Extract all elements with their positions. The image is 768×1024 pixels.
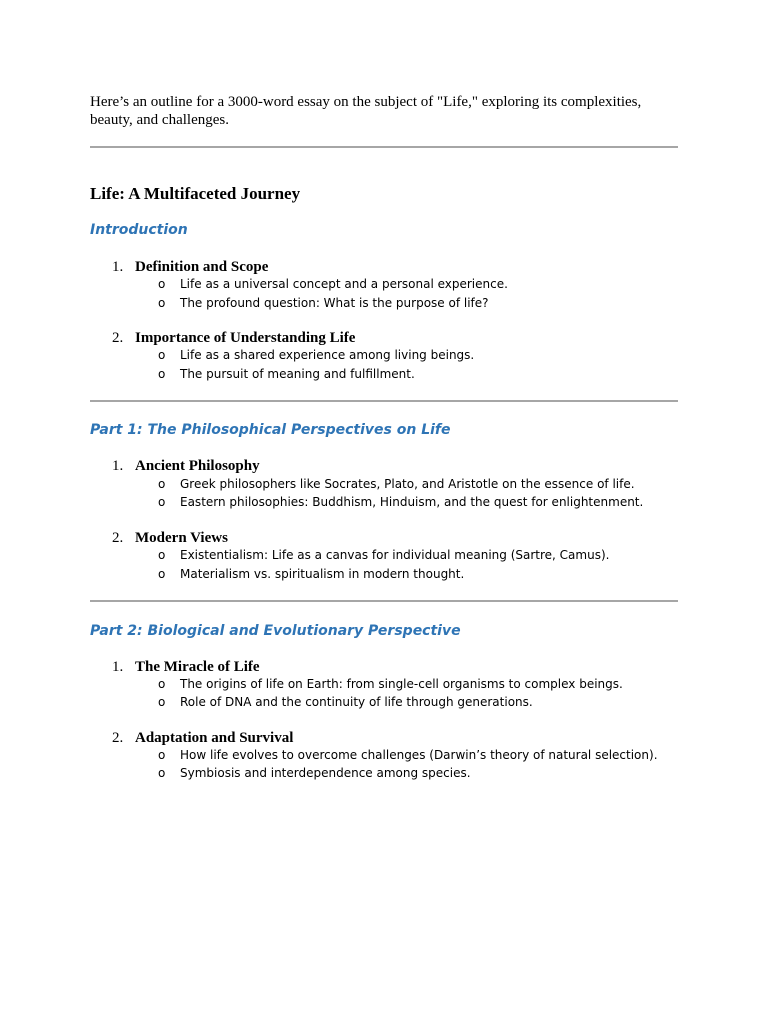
list-item-number: 1. xyxy=(112,458,124,474)
list-sub-item: Life as a universal concept and a personal experience. xyxy=(180,277,508,291)
list-sub-item: Role of DNA and the continuity of life through generations. xyxy=(180,695,533,709)
list-sub-item: The origins of life on Earth: from single-cell organisms to complex beings. xyxy=(180,677,623,691)
section-heading-introduction: Introduction xyxy=(90,222,188,238)
list-sub-item: Greek philosophers like Socrates, Plato, and Aristotle on the essence of life. xyxy=(180,477,635,491)
bullet-icon: o xyxy=(158,695,166,709)
document-title: Life: A Multifaceted Journey xyxy=(90,184,301,203)
bullet-icon: o xyxy=(158,567,166,581)
list-item-number: 2. xyxy=(112,730,124,746)
list-sub-item: The profound question: What is the purpose of life? xyxy=(180,296,489,310)
list-sub-item: Eastern philosophies: Buddhism, Hinduism, and the quest for enlightenment. xyxy=(180,495,644,509)
intro-paragraph: Here’s an outline for a 3000-word essay on the subject of "Life," exploring its complexities, beauty, and challenges. xyxy=(90,94,642,128)
list-sub-item: Existentialism: Life as a canvas for individual meaning (Sartre, Camus). xyxy=(180,548,610,562)
horizontal-rule xyxy=(90,146,678,148)
bullet-icon: o xyxy=(158,367,166,381)
list-sub-item: Symbiosis and interdependence among species. xyxy=(180,766,471,780)
section-heading-part-1: Part 1: The Philosophical Perspectives on Life xyxy=(90,422,451,438)
list-item-title: Definition and Scope xyxy=(135,259,269,275)
bullet-icon: o xyxy=(158,296,166,310)
list-item-title: Importance of Understanding Life xyxy=(135,330,356,346)
bullet-icon: o xyxy=(158,677,166,691)
bullet-icon: o xyxy=(158,766,166,780)
list-item-number: 2. xyxy=(112,530,124,546)
list-item-number: 1. xyxy=(112,659,124,675)
list-item-number: 1. xyxy=(112,259,124,275)
list-item-title: The Miracle of Life xyxy=(135,659,260,675)
section-heading-part-2: Part 2: Biological and Evolutionary Perspective xyxy=(90,623,461,639)
list-item-title: Ancient Philosophy xyxy=(135,458,260,474)
list-item-title: Modern Views xyxy=(135,530,228,546)
horizontal-rule xyxy=(90,400,678,402)
bullet-icon: o xyxy=(158,748,166,762)
list-sub-item: Materialism vs. spiritualism in modern thought. xyxy=(180,567,465,581)
list-sub-item: Life as a shared experience among living beings. xyxy=(180,348,475,362)
bullet-icon: o xyxy=(158,277,166,291)
list-item-number: 2. xyxy=(112,330,124,346)
list-item-title: Adaptation and Survival xyxy=(135,730,294,746)
horizontal-rule xyxy=(90,600,678,602)
bullet-icon: o xyxy=(158,548,166,562)
bullet-icon: o xyxy=(158,348,166,362)
list-sub-item: How life evolves to overcome challenges (Darwin’s theory of natural selection). xyxy=(180,748,658,762)
bullet-icon: o xyxy=(158,495,166,509)
bullet-icon: o xyxy=(158,477,166,491)
list-sub-item: The pursuit of meaning and fulfillment. xyxy=(180,367,415,381)
